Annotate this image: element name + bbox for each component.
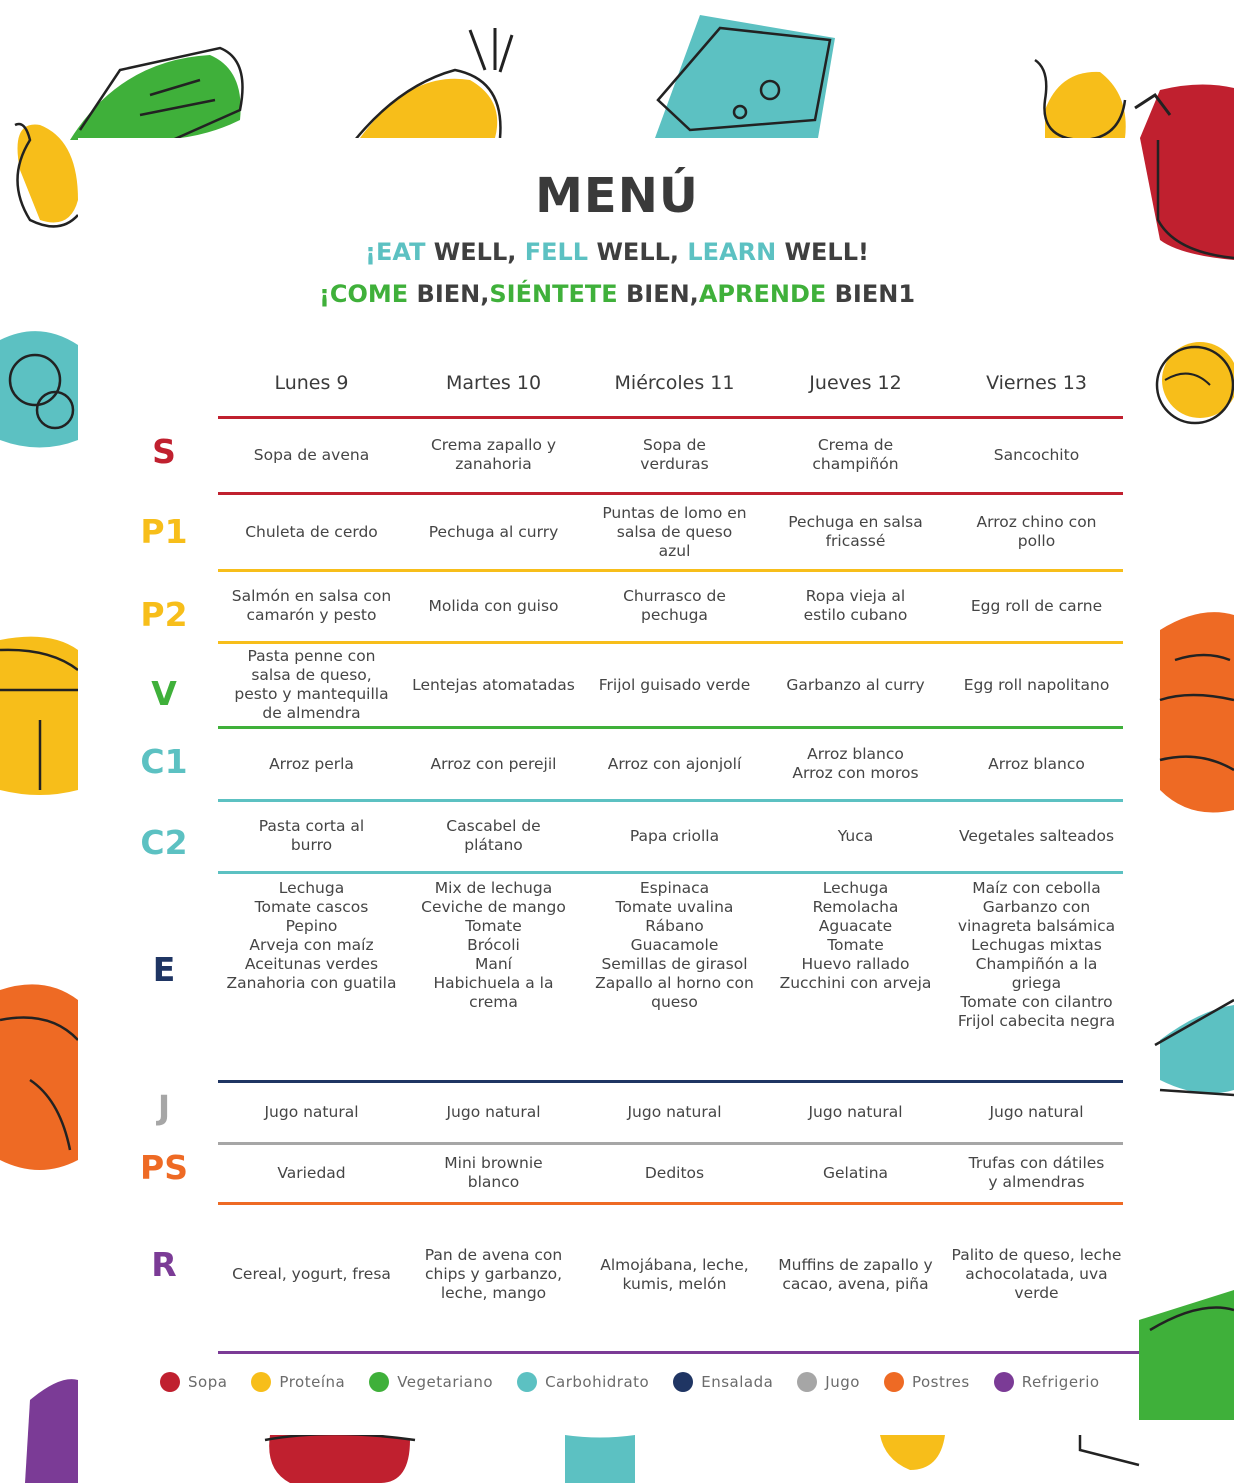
menu-cell: Pasta penne con salsa de queso, pesto y mantequilla de almendra — [234, 647, 389, 722]
row-code-c2: C2 — [140, 823, 188, 862]
slogan-word: WELL, — [425, 238, 525, 266]
menu-cell: Egg roll de carne — [970, 596, 1103, 615]
color-dot — [160, 1372, 180, 1392]
menu-cell: Jugo natural — [808, 1102, 903, 1121]
salt-shaker-icon — [1155, 1000, 1234, 1095]
menu-cell: Espinaca Tomate uvalina Rábano Guacamole Semillas de girasol Zapallo al horno con queso — [595, 879, 754, 1011]
bread-icon — [1160, 612, 1234, 812]
row-code-j: J — [157, 1088, 171, 1127]
menu-cell: Jugo natural — [446, 1102, 541, 1121]
menu-cell: Trufas con dátiles y almendras — [968, 1154, 1105, 1191]
menu-cell: Arroz blanco Arroz con moros — [792, 745, 919, 782]
onion-icon — [1035, 60, 1126, 140]
color-dot — [251, 1372, 271, 1392]
menu-cell: Gelatina — [822, 1163, 889, 1182]
menu-cell: Pasta corta al burro — [258, 817, 365, 854]
menu-cell: Garbanzo al curry — [786, 675, 925, 694]
menu-cell: Crema zapallo y zanahoria — [430, 436, 557, 473]
menu-cell: Cascabel de plátano — [446, 817, 541, 854]
legend — [160, 1370, 1124, 1394]
day-header-monday: Lunes 9 — [274, 372, 349, 394]
slogan-word: FELL — [524, 238, 589, 266]
legend-label: Jugo — [825, 1373, 860, 1391]
row-code-v: V — [151, 674, 177, 713]
cheese-icon — [655, 15, 835, 138]
slogan-word: APRENDE — [698, 280, 827, 308]
menu-cell: Sancochito — [993, 445, 1080, 464]
slogan-english — [0, 238, 1234, 266]
color-dot — [884, 1372, 904, 1392]
menu-cell: Arroz con perejil — [430, 754, 557, 773]
legend-label: Vegetariano — [397, 1373, 494, 1391]
menu-cell: Maíz con cebolla Garbanzo con vinagreta balsámica Lechugas mixtas Champiñón a la griega Tomate con cilantro Frijol cabecita negra — [957, 879, 1116, 1030]
slogan-word: BIEN, — [408, 280, 490, 308]
slogan-spanish — [0, 280, 1234, 308]
row-code-e: E — [152, 950, 176, 989]
color-dot — [369, 1372, 389, 1392]
slogan-word: SIÉNTETE — [489, 280, 618, 308]
row-code-p1: P1 — [140, 512, 188, 551]
broccoli-icon — [0, 331, 78, 447]
legend-label: Carbohidrato — [545, 1373, 650, 1391]
menu-cell: Mini brownie blanco — [444, 1154, 543, 1191]
knife-icon — [1080, 1435, 1139, 1465]
row-code-c1: C1 — [140, 742, 188, 781]
menu-cell: Lechuga Tomate cascos Pepino Arveja con maíz Aceitunas verdes Zanahoria con guatila — [226, 879, 397, 992]
cheese-slice-icon — [565, 1435, 635, 1483]
menu-cell: Arroz con ajonjolí — [607, 754, 742, 773]
green-cheese-icon — [1139, 1290, 1234, 1420]
menu-cell: Arroz blanco — [988, 754, 1085, 773]
legend-label: Sopa — [188, 1373, 228, 1391]
menu-cell: Almojábana, leche, kumis, melón — [600, 1255, 749, 1293]
pepper-shaker-icon — [70, 48, 243, 150]
legend-item-vegetariano — [369, 1372, 493, 1392]
menu-cell: Lentejas atomatadas — [412, 675, 575, 694]
slogan-word: WELL! — [776, 238, 869, 266]
color-dot — [517, 1372, 537, 1392]
menu-cell: Puntas de lomo en salsa de queso azul — [602, 503, 747, 560]
menu-cell: Muffins de zapallo y cacao, avena, piña — [778, 1255, 933, 1293]
menu-cell: Variedad — [277, 1163, 346, 1182]
row-code-r: R — [151, 1245, 177, 1284]
menu-cell: Arroz chino con pollo — [976, 513, 1097, 550]
row-code-s: S — [152, 432, 176, 471]
legend-item-jugo — [797, 1372, 860, 1392]
day-header-thursday: Jueves 12 — [809, 372, 902, 394]
menu-cell: Sopa de verduras — [640, 436, 709, 473]
row-code-p2: P2 — [140, 595, 188, 634]
menu-cell: Churrasco de pechuga — [623, 587, 726, 624]
orange-icon — [0, 984, 78, 1170]
menu-cell: Jugo natural — [989, 1102, 1084, 1121]
menu-cell: Vegetales salteados — [958, 826, 1115, 845]
legend-label: Proteína — [279, 1373, 346, 1391]
menu-cell: Lechuga Remolacha Aguacate Tomate Huevo rallado Zucchini con arveja — [779, 879, 932, 992]
menu-cell: Pechuga al curry — [428, 522, 559, 541]
color-dot — [673, 1372, 693, 1392]
legend-label: Ensalada — [701, 1373, 774, 1391]
legend-item-proteina — [251, 1372, 345, 1392]
menu-cell: Jugo natural — [627, 1102, 722, 1121]
menu-cell: Sopa de avena — [253, 445, 370, 464]
day-header-friday: Viernes 13 — [986, 372, 1087, 394]
slogan-word: BIEN, — [617, 280, 699, 308]
menu-cell: Deditos — [644, 1163, 705, 1182]
menu-cell: Crema de champiñón — [812, 436, 899, 473]
menu-cell: Molida con guiso — [428, 596, 559, 615]
legend-label: Refrigerio — [1021, 1373, 1100, 1391]
menu-cell: Egg roll napolitano — [963, 675, 1110, 694]
legend-item-ensalada — [673, 1372, 773, 1392]
slogan-word: ¡COME — [318, 280, 409, 308]
bottom-divider — [218, 1351, 1139, 1354]
color-dot — [797, 1372, 817, 1392]
menu-cell: Arroz perla — [269, 754, 354, 773]
yellow-pot-icon — [0, 637, 78, 795]
menu-cell: Pechuga en salsa fricassé — [788, 513, 923, 550]
menu-cell: Frijol guisado verde — [598, 675, 751, 694]
menu-cell: Palito de queso, leche achocolatada, uva verde — [951, 1246, 1122, 1302]
slogan-word: WELL, — [588, 238, 688, 266]
slogan-word: LEARN — [687, 238, 777, 266]
carrot-icon — [355, 28, 512, 140]
menu-cell: Papa criolla — [629, 826, 720, 845]
menu-cell: Salmón en salsa con camarón y pesto — [231, 587, 392, 624]
slogan-word: ¡EAT — [365, 238, 426, 266]
day-header-wednesday: Miércoles 11 — [614, 372, 735, 394]
legend-item-refrigerio — [994, 1372, 1100, 1392]
legend-item-sopa — [160, 1372, 227, 1392]
slogan-word: BIEN1 — [826, 280, 916, 308]
lemon-icon — [1157, 342, 1234, 423]
legend-label: Postres — [911, 1373, 970, 1391]
page-title: MENÚ — [535, 168, 699, 224]
menu-cell: Mix de lechuga Ceviche de mango Tomate Brócoli Maní Habichuela a la crema — [421, 879, 566, 1011]
menu-cell: Yuca — [837, 826, 874, 845]
legend-item-carbohidrato — [517, 1372, 649, 1392]
menu-cell: Chuleta de cerdo — [245, 522, 378, 541]
menu-cell: Pan de avena con chips y garbanzo, leche, mango — [424, 1246, 563, 1302]
tomato-icon — [265, 1431, 415, 1483]
menu-cell: Jugo natural — [264, 1102, 359, 1121]
menu-cell: Cereal, yogurt, fresa — [232, 1265, 391, 1283]
legend-item-postres — [884, 1372, 970, 1392]
row-code-ps: PS — [140, 1148, 188, 1187]
day-header-tuesday: Martes 10 — [445, 372, 542, 394]
purple-onion-icon — [25, 1379, 78, 1483]
menu-cell: Ropa vieja al estilo cubano — [803, 587, 908, 624]
corn-icon — [880, 1435, 945, 1470]
color-dot — [994, 1372, 1014, 1392]
